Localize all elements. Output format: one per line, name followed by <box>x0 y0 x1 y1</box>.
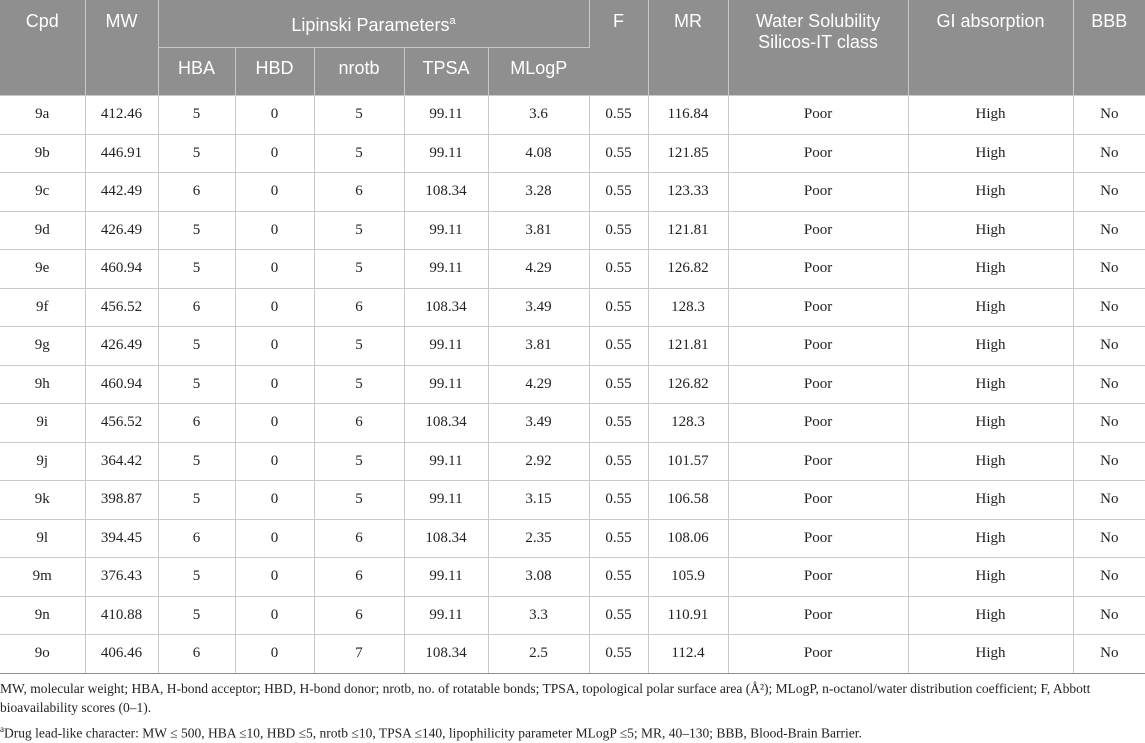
cell-nrotb: 5 <box>314 211 404 250</box>
cell-mw: 394.45 <box>85 519 158 558</box>
table-row <box>0 134 1145 173</box>
cell-hbd: 0 <box>235 635 314 674</box>
header-tpsa: TPSA <box>404 48 488 96</box>
header-mw: MW <box>85 0 158 96</box>
cell-f: 0.55 <box>589 519 648 558</box>
cell-water-solubility: Poor <box>728 404 908 443</box>
table-row <box>0 481 1145 520</box>
cell-tpsa: 99.11 <box>404 596 488 635</box>
header-f: F <box>589 0 648 96</box>
cell-cpd: 9o <box>0 635 85 674</box>
cell-bbb: No <box>1073 635 1145 674</box>
cell-gi-absorption: High <box>908 596 1073 635</box>
cell-water-solubility: Poor <box>728 173 908 212</box>
cell-mr: 116.84 <box>648 96 728 135</box>
cell-tpsa: 108.34 <box>404 288 488 327</box>
cell-hba: 5 <box>158 250 235 289</box>
cell-mlogp: 4.29 <box>488 250 589 289</box>
header-bbb: BBB <box>1073 0 1145 96</box>
cell-hba: 5 <box>158 365 235 404</box>
cell-hbd: 0 <box>235 596 314 635</box>
cell-nrotb: 5 <box>314 134 404 173</box>
cell-mr: 126.82 <box>648 365 728 404</box>
cell-mlogp: 2.35 <box>488 519 589 558</box>
cell-water-solubility: Poor <box>728 288 908 327</box>
cell-hbd: 0 <box>235 365 314 404</box>
header-nrotb: nrotb <box>314 48 404 96</box>
header-mr: MR <box>648 0 728 96</box>
cell-nrotb: 6 <box>314 596 404 635</box>
cell-hba: 5 <box>158 481 235 520</box>
cell-water-solubility: Poor <box>728 481 908 520</box>
cell-mw: 412.46 <box>85 96 158 135</box>
cell-water-solubility: Poor <box>728 442 908 481</box>
cell-cpd: 9a <box>0 96 85 135</box>
cell-tpsa: 99.11 <box>404 250 488 289</box>
cell-mr: 123.33 <box>648 173 728 212</box>
cell-mr: 128.3 <box>648 288 728 327</box>
header-lipinski <box>158 0 589 48</box>
cell-bbb: No <box>1073 96 1145 135</box>
cell-mlogp: 3.08 <box>488 558 589 597</box>
cell-tpsa: 99.11 <box>404 327 488 366</box>
cell-mw: 456.52 <box>85 404 158 443</box>
cell-mw: 456.52 <box>85 288 158 327</box>
cell-mw: 376.43 <box>85 558 158 597</box>
cell-gi-absorption: High <box>908 250 1073 289</box>
cell-f: 0.55 <box>589 635 648 674</box>
cell-bbb: No <box>1073 327 1145 366</box>
cell-bbb: No <box>1073 558 1145 597</box>
cell-gi-absorption: High <box>908 211 1073 250</box>
cell-hba: 5 <box>158 211 235 250</box>
cell-mlogp: 2.5 <box>488 635 589 674</box>
cell-hba: 6 <box>158 519 235 558</box>
cell-gi-absorption: High <box>908 96 1073 135</box>
cell-f: 0.55 <box>589 558 648 597</box>
cell-f: 0.55 <box>589 96 648 135</box>
cell-mr: 106.58 <box>648 481 728 520</box>
cell-gi-absorption: High <box>908 365 1073 404</box>
cell-water-solubility: Poor <box>728 519 908 558</box>
cell-water-solubility: Poor <box>728 134 908 173</box>
cell-gi-absorption: High <box>908 404 1073 443</box>
cell-mw: 398.87 <box>85 481 158 520</box>
cell-cpd: 9i <box>0 404 85 443</box>
cell-nrotb: 5 <box>314 250 404 289</box>
cell-mw: 460.94 <box>85 250 158 289</box>
cell-cpd: 9l <box>0 519 85 558</box>
cell-tpsa: 99.11 <box>404 365 488 404</box>
cell-hba: 6 <box>158 173 235 212</box>
cell-bbb: No <box>1073 173 1145 212</box>
cell-hbd: 0 <box>235 481 314 520</box>
cell-f: 0.55 <box>589 481 648 520</box>
cell-mw: 364.42 <box>85 442 158 481</box>
cell-bbb: No <box>1073 404 1145 443</box>
table-row <box>0 96 1145 135</box>
cell-mlogp: 2.92 <box>488 442 589 481</box>
cell-f: 0.55 <box>589 327 648 366</box>
cell-f: 0.55 <box>589 442 648 481</box>
cell-bbb: No <box>1073 288 1145 327</box>
cell-tpsa: 99.11 <box>404 442 488 481</box>
table-row <box>0 173 1145 212</box>
header-hbd: HBD <box>235 48 314 96</box>
cell-nrotb: 6 <box>314 558 404 597</box>
cell-gi-absorption: High <box>908 173 1073 212</box>
cell-mlogp: 3.81 <box>488 211 589 250</box>
cell-hba: 6 <box>158 404 235 443</box>
table-row <box>0 442 1145 481</box>
cell-cpd: 9n <box>0 596 85 635</box>
cell-hba: 5 <box>158 558 235 597</box>
table-row <box>0 288 1145 327</box>
cell-mw: 442.49 <box>85 173 158 212</box>
cell-bbb: No <box>1073 442 1145 481</box>
cell-mr: 128.3 <box>648 404 728 443</box>
cell-tpsa: 99.11 <box>404 481 488 520</box>
cell-mw: 426.49 <box>85 211 158 250</box>
cell-mr: 105.9 <box>648 558 728 597</box>
cell-nrotb: 5 <box>314 481 404 520</box>
cell-mw: 410.88 <box>85 596 158 635</box>
header-water-solubility: Water Solubility Silicos-IT class <box>728 0 908 96</box>
cell-cpd: 9j <box>0 442 85 481</box>
table-row <box>0 404 1145 443</box>
cell-gi-absorption: High <box>908 558 1073 597</box>
cell-tpsa: 99.11 <box>404 96 488 135</box>
cell-mr: 121.85 <box>648 134 728 173</box>
cell-gi-absorption: High <box>908 134 1073 173</box>
cell-tpsa: 108.34 <box>404 519 488 558</box>
cell-gi-absorption: High <box>908 442 1073 481</box>
cell-mlogp: 3.3 <box>488 596 589 635</box>
cell-cpd: 9b <box>0 134 85 173</box>
cell-bbb: No <box>1073 250 1145 289</box>
cell-mr: 121.81 <box>648 327 728 366</box>
cell-hbd: 0 <box>235 211 314 250</box>
table-row <box>0 211 1145 250</box>
cell-tpsa: 99.11 <box>404 134 488 173</box>
cell-cpd: 9g <box>0 327 85 366</box>
cell-f: 0.55 <box>589 134 648 173</box>
cell-hbd: 0 <box>235 327 314 366</box>
table-row <box>0 558 1145 597</box>
cell-nrotb: 5 <box>314 442 404 481</box>
cell-water-solubility: Poor <box>728 96 908 135</box>
table-header <box>0 0 1145 96</box>
cell-mlogp: 3.81 <box>488 327 589 366</box>
cell-cpd: 9h <box>0 365 85 404</box>
cell-nrotb: 6 <box>314 404 404 443</box>
cell-hbd: 0 <box>235 96 314 135</box>
cell-hba: 6 <box>158 288 235 327</box>
cell-gi-absorption: High <box>908 288 1073 327</box>
header-lipinski-label: Lipinski Parameters <box>291 15 450 35</box>
cell-mr: 108.06 <box>648 519 728 558</box>
lead-like-text: Drug lead-like character: MW ≤ 500, HBA ≤10, HBD ≤5, nrotb ≤10, TPSA ≤140, lipophilicity parameter MLogP ≤5; MR, 40–130; BBB, Blood-Brain Barrier. <box>4 725 862 741</box>
cell-water-solubility: Poor <box>728 558 908 597</box>
table-body <box>0 96 1145 674</box>
cell-mlogp: 4.08 <box>488 134 589 173</box>
cell-cpd: 9d <box>0 211 85 250</box>
cell-tpsa: 99.11 <box>404 558 488 597</box>
cell-f: 0.55 <box>589 404 648 443</box>
cell-f: 0.55 <box>589 173 648 212</box>
cell-cpd: 9f <box>0 288 85 327</box>
cell-nrotb: 5 <box>314 365 404 404</box>
cell-gi-absorption: High <box>908 327 1073 366</box>
cell-bbb: No <box>1073 519 1145 558</box>
cell-mw: 426.49 <box>85 327 158 366</box>
cell-hbd: 0 <box>235 519 314 558</box>
header-cpd: Cpd <box>0 0 85 96</box>
cell-water-solubility: Poor <box>728 250 908 289</box>
cell-mw: 406.46 <box>85 635 158 674</box>
cell-hbd: 0 <box>235 173 314 212</box>
cell-mlogp: 3.28 <box>488 173 589 212</box>
cell-mw: 446.91 <box>85 134 158 173</box>
cell-nrotb: 5 <box>314 96 404 135</box>
cell-water-solubility: Poor <box>728 327 908 366</box>
cell-hba: 5 <box>158 134 235 173</box>
cell-hbd: 0 <box>235 558 314 597</box>
table-row <box>0 596 1145 635</box>
cell-hbd: 0 <box>235 442 314 481</box>
header-hba: HBA <box>158 48 235 96</box>
cell-mlogp: 3.6 <box>488 96 589 135</box>
cell-tpsa: 99.11 <box>404 211 488 250</box>
cell-mlogp: 4.29 <box>488 365 589 404</box>
cell-gi-absorption: High <box>908 519 1073 558</box>
cell-nrotb: 6 <box>314 519 404 558</box>
cell-mr: 112.4 <box>648 635 728 674</box>
cell-cpd: 9c <box>0 173 85 212</box>
cell-mr: 126.82 <box>648 250 728 289</box>
cell-f: 0.55 <box>589 365 648 404</box>
cell-hbd: 0 <box>235 404 314 443</box>
footnote-marker: a <box>449 15 456 27</box>
footnote-marker: a <box>0 724 4 734</box>
cell-f: 0.55 <box>589 211 648 250</box>
cell-nrotb: 5 <box>314 327 404 366</box>
header-mlogp: MLogP <box>488 48 589 96</box>
cell-gi-absorption: High <box>908 481 1073 520</box>
cell-mlogp: 3.49 <box>488 288 589 327</box>
cell-hba: 5 <box>158 596 235 635</box>
lead-like-footnote <box>0 720 1140 743</box>
cell-nrotb: 6 <box>314 173 404 212</box>
cell-mw: 460.94 <box>85 365 158 404</box>
header-gi-absorption: GI absorption <box>908 0 1073 96</box>
cell-mr: 121.81 <box>648 211 728 250</box>
cell-bbb: No <box>1073 365 1145 404</box>
table-row <box>0 519 1145 558</box>
table-row <box>0 250 1145 289</box>
cell-cpd: 9m <box>0 558 85 597</box>
cell-water-solubility: Poor <box>728 211 908 250</box>
cell-water-solubility: Poor <box>728 596 908 635</box>
cell-bbb: No <box>1073 481 1145 520</box>
cell-mr: 110.91 <box>648 596 728 635</box>
cell-f: 0.55 <box>589 288 648 327</box>
cell-bbb: No <box>1073 211 1145 250</box>
cell-hba: 5 <box>158 96 235 135</box>
cell-hbd: 0 <box>235 250 314 289</box>
cell-nrotb: 7 <box>314 635 404 674</box>
table-row <box>0 635 1145 674</box>
cell-hbd: 0 <box>235 288 314 327</box>
cell-gi-absorption: High <box>908 635 1073 674</box>
cell-tpsa: 108.34 <box>404 404 488 443</box>
cell-hba: 5 <box>158 327 235 366</box>
abbreviations-footnote: MW, molecular weight; HBA, H-bond acceptor; HBD, H-bond donor; nrotb, no. of rotatable bonds; TPSA, topological polar surface area (Å²); MLogP, n-octanol/water distribution coefficient; F, Abbott bioavailability scores (0–1). <box>0 681 1091 715</box>
cell-water-solubility: Poor <box>728 365 908 404</box>
cell-bbb: No <box>1073 596 1145 635</box>
table-row <box>0 365 1145 404</box>
cell-f: 0.55 <box>589 250 648 289</box>
cell-nrotb: 6 <box>314 288 404 327</box>
cell-f: 0.55 <box>589 596 648 635</box>
cell-mlogp: 3.15 <box>488 481 589 520</box>
table-row <box>0 327 1145 366</box>
cell-mlogp: 3.49 <box>488 404 589 443</box>
cell-mr: 101.57 <box>648 442 728 481</box>
cell-bbb: No <box>1073 134 1145 173</box>
cell-hba: 6 <box>158 635 235 674</box>
cell-tpsa: 108.34 <box>404 635 488 674</box>
cell-cpd: 9e <box>0 250 85 289</box>
cell-cpd: 9k <box>0 481 85 520</box>
cell-hba: 5 <box>158 442 235 481</box>
cell-water-solubility: Poor <box>728 635 908 674</box>
cell-tpsa: 108.34 <box>404 173 488 212</box>
cell-hbd: 0 <box>235 134 314 173</box>
